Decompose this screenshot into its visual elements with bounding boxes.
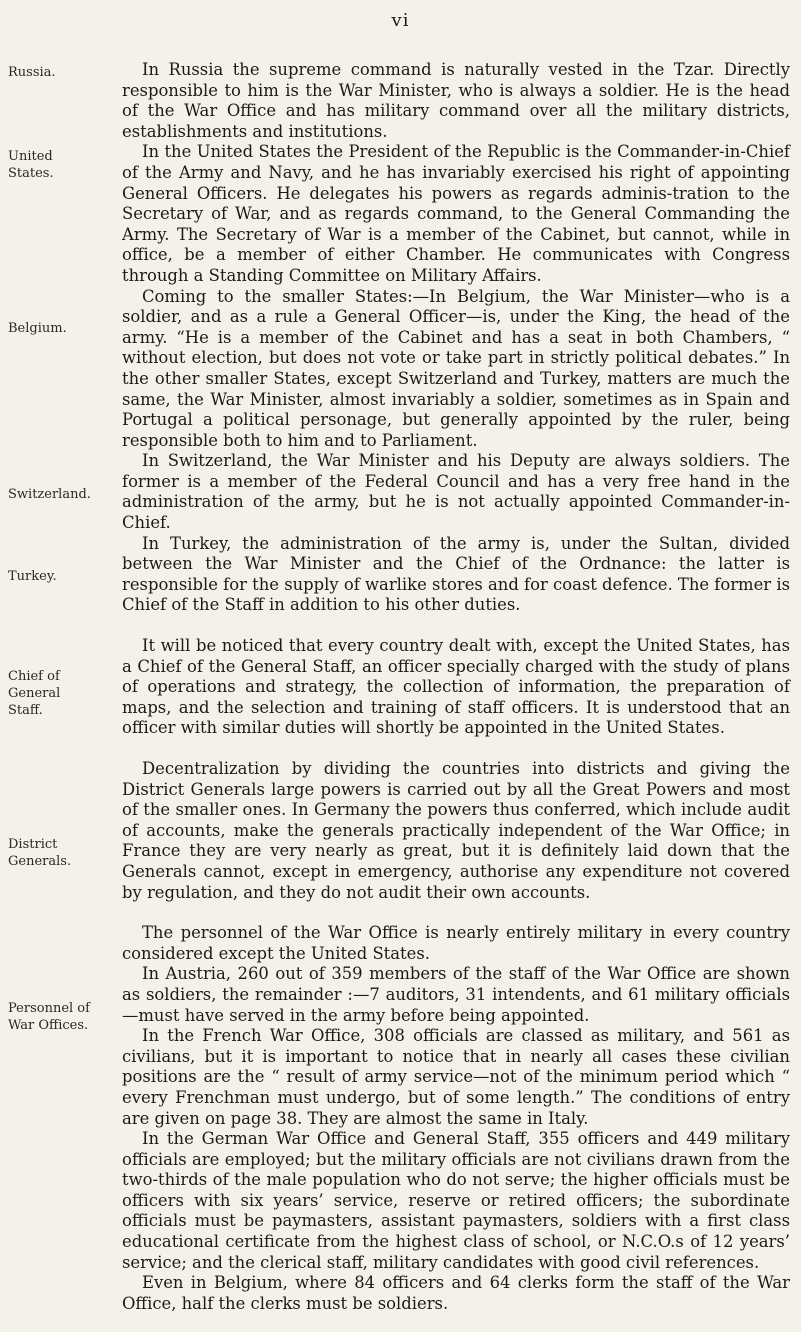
margin-note-personnel-of-war-offices: Personnel of War Offices. bbox=[8, 1001, 90, 1033]
paragraph-turkey: In Turkey, the administration of the army is, under the Sultan, divided between the War Minister and the Chief of the Ordnance: the latter is responsible for the supply of warlike stores and for coast defence. The former is Chief of the Staff in addition to his other duties. bbox=[122, 533, 790, 615]
paragraph-united-states: In the United States the President of the Republic is the Commander-in-Chief of the Army and Navy, and he has invariably exercised his right of appointing General Officers. He delegates his powers as regards adminis-tration to the Secretary of War, and as regards command, to the General Commanding the Army. The Secretary of War is a member of the Cabinet, but cannot, while in office, be a member of either Chamber. He communicates with Congress through a Standing Committee on Military Affairs. bbox=[122, 142, 790, 285]
paragraph-russia: In Russia the supreme command is naturally vested in the Tzar. Directly responsible to him is the War Minister, who is always a soldier. He is the head of the War Office and has military command over all the military districts, establishments and institutions. bbox=[122, 60, 790, 141]
margin-note-district-generals: District Generals. bbox=[8, 837, 72, 869]
paragraph-belgium: Coming to the smaller States:—In Belgium, the War Minister—who is a soldier, and as a rule a General Officer—is, under the King, the head of the army. “He is a member of the Cabinet and has a seat in both Chambers, “ without election, but does not vote or take part in strictly political debates.” In the other smaller States, except Switzerland and Turkey, matters are much the same, the War Minister, almost invariably a soldier, sometimes as in Spain and Portugal a political personage, but generally appointed by the ruler, being responsible both to him and to Parliament. bbox=[122, 286, 790, 450]
paragraph-france: In the French War Office, 308 officials are classed as military, and 561 as civilians, but it is important to notice that in nearly all cases these civilian positions are the “ result of army service—not of the minimum period which “ every Frenchman must undergo, but of some length.” The conditions of entry are given on page 38. They are almost the same in Italy. bbox=[122, 1026, 790, 1128]
margin-note-turkey: Turkey. bbox=[8, 569, 57, 584]
margin-note-belgium: Belgium. bbox=[8, 321, 67, 336]
margin-note-russia: Russia. bbox=[8, 65, 56, 80]
paragraph-germany: In the German War Office and General Staff, 355 officers and 449 military officials are employed; but the military officials are not civilians drawn from the two-thirds of the male population who do not serve; the higher officials must be officers with six years’ service, reserve or retired officers; the subordinate officials must be paymasters, assistant paymasters, soldiers with a first class educational certificate from the highest class of school, or N.C.O.s of 12 years’ service; and the clerical staff, military candidates with good civil references. bbox=[122, 1129, 790, 1272]
paragraph-district-generals: Decentralization by dividing the countries into districts and giving the District Generals large powers is carried out by all the Great Powers and most of the smaller ones. In Germany the powers thus conferred, which include audit of accounts, make the generals practically independent of the War Office; in France they are very nearly as great, but it is definitely laid down that the Generals cannot, except in emergency, authorise any expenditure not covered by regulation, and they do not audit their own accounts. bbox=[122, 759, 790, 902]
paragraph-chief-of-general-staff: It will be noticed that every country dealt with, except the United States, has a Chief of the General Staff, an officer specially charged with the study of plans of operations and strategy, the collection of information, the preparation of maps, and the selection and training of staff officers. It is understood that an officer with similar duties will shortly be appointed in the United States. bbox=[122, 636, 790, 738]
paragraph-austria: In Austria, 260 out of 359 members of the staff of the War Office are shown as soldiers, the remainder :—7 auditors, 31 intendents, and 61 military officials—must have served in the army before being appointed. bbox=[122, 964, 790, 1025]
paragraph-belgium-staff: Even in Belgium, where 84 officers and 64 clerks form the staff of the War Office, half the clerks must be soldiers. bbox=[122, 1273, 790, 1313]
paragraph-personnel: The personnel of the War Office is nearly entirely military in every country considered except the United States. bbox=[122, 923, 790, 963]
page-number: vi bbox=[391, 10, 410, 31]
margin-note-switzerland: Switzerland. bbox=[8, 487, 91, 502]
paragraph-switzerland: In Switzerland, the War Minister and his Deputy are always soldiers. The former is a member of the Federal Council and has a very free hand in the administration of the army, but he is not actually appointed Commander-in-Chief. bbox=[122, 451, 790, 533]
body-text bbox=[122, 60, 790, 1314]
margin-note-united-states: United States. bbox=[8, 149, 54, 181]
margin-note-chief-of-general-staff: Chief of General Staff. bbox=[8, 669, 61, 718]
